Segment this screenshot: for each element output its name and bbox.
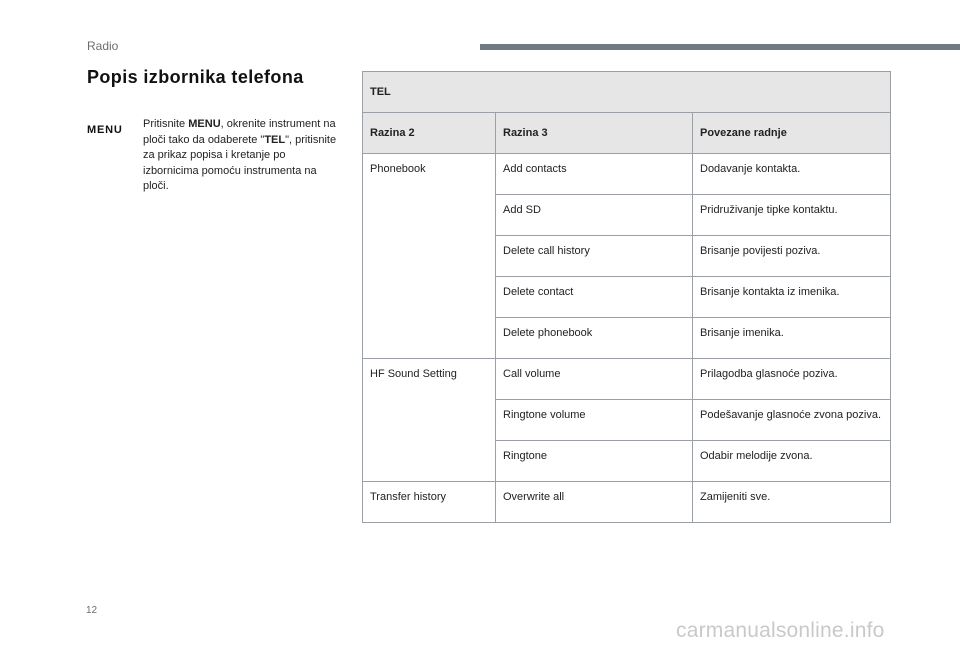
instruction-part-2: , okrenite instrument na ploči tako da odaberete ": [143, 118, 336, 146]
column-header-level3: Razina 3: [496, 113, 693, 154]
column-header-level2: Razina 2: [363, 113, 496, 154]
level3-cell: Add SD: [496, 195, 693, 236]
instruction-text: [143, 117, 343, 195]
action-cell: Odabir melodije zvona.: [693, 441, 891, 482]
instruction-part-3: ", pritisnite za prikaz popisa i kretanje po izbornicima pomoću instrumenta na ploči.: [143, 133, 337, 192]
column-header-actions: Povezane radnje: [693, 113, 891, 154]
level3-cell: Ringtone: [496, 441, 693, 482]
level2-cell: Transfer history: [363, 482, 496, 523]
level3-cell: Overwrite all: [496, 482, 693, 523]
level3-cell: Call volume: [496, 359, 693, 400]
table-row: [363, 154, 891, 195]
action-cell: Zamijeniti sve.: [693, 482, 891, 523]
action-cell: Brisanje kontakta iz imenika.: [693, 277, 891, 318]
table-row: [363, 482, 891, 523]
watermark-text: carmanualsonline.info: [676, 619, 885, 642]
instruction-tel-keyword: TEL: [264, 133, 286, 146]
level3-cell: Delete phonebook: [496, 318, 693, 359]
action-cell: Prilagodba glasnoće poziva.: [693, 359, 891, 400]
table-row: [363, 359, 891, 400]
menu-button-icon: MENU: [87, 124, 123, 136]
level3-cell: Add contacts: [496, 154, 693, 195]
level2-cell: HF Sound Setting: [363, 359, 496, 482]
level3-cell: Delete call history: [496, 236, 693, 277]
tel-menu-table: [362, 71, 891, 523]
table-caption: TEL: [363, 72, 891, 113]
instruction-part-1: Pritisnite: [143, 118, 189, 130]
action-cell: Brisanje povijesti poziva.: [693, 236, 891, 277]
action-cell: Dodavanje kontakta.: [693, 154, 891, 195]
action-cell: Podešavanje glasnoće zvona poziva.: [693, 400, 891, 441]
instruction-menu-keyword: MENU: [188, 118, 221, 130]
page-title: Popis izbornika telefona: [87, 67, 304, 87]
section-bar: [480, 44, 960, 50]
level3-cell: Delete contact: [496, 277, 693, 318]
action-cell: Brisanje imenika.: [693, 318, 891, 359]
level2-cell: Phonebook: [363, 154, 496, 359]
level3-cell: Ringtone volume: [496, 400, 693, 441]
page-number: 12: [86, 605, 98, 616]
section-label: Radio: [87, 39, 119, 53]
action-cell: Pridruživanje tipke kontaktu.: [693, 195, 891, 236]
